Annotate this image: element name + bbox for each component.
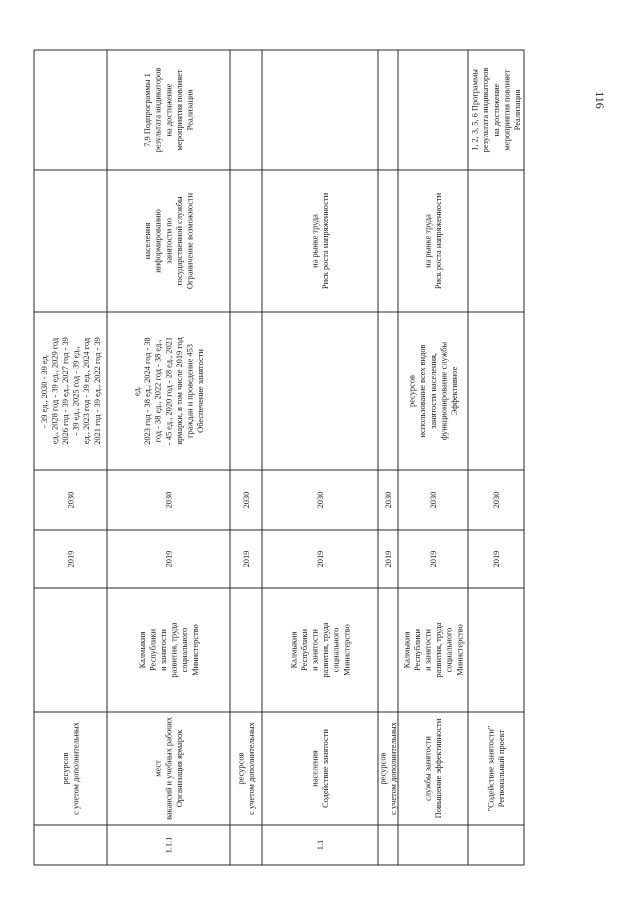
cell-line: Реализация [185, 89, 195, 131]
cell-line: социального [331, 627, 341, 673]
cell-num [316, 840, 325, 850]
cell-executor [402, 622, 464, 678]
cell-result [408, 341, 459, 440]
cell-line: населения [143, 222, 153, 260]
cell-line: год - 38 ед., 2022 год - 38 ед., [153, 339, 163, 443]
cell-line: 2019 [315, 550, 325, 568]
cell-line: с учетом дополнительных [71, 722, 81, 815]
cell-line: 2030 [315, 491, 325, 509]
cell-line: результата индикаторов [153, 67, 163, 153]
cell-name [487, 726, 507, 812]
cell-line: на рынке труда [423, 214, 433, 268]
cell-line: 7,9 Подпрограммы 1 [143, 73, 153, 147]
cell-result [133, 337, 206, 446]
cell-end [242, 492, 251, 509]
cell-line: 2030 [428, 491, 438, 509]
cell-line: 2030 [66, 491, 76, 509]
cell-name [154, 716, 184, 820]
cell-line: и занятости [310, 629, 320, 671]
cell-line: Обеспечение занятости [196, 349, 206, 433]
cell-line: Повышение эффективности [434, 718, 444, 819]
cell-line: занятости по [164, 218, 174, 264]
cell-line: - 45 ед., 2020 год - 28 ед., 2021 [164, 336, 174, 446]
cell-line: развития, труда [321, 622, 331, 678]
cell-end [384, 492, 393, 509]
cell-line: 1.1.1 [164, 836, 174, 854]
cell-line: Министерство [190, 624, 200, 676]
cell-name [311, 729, 331, 808]
cell-line: Содействие занятости [321, 729, 331, 808]
cell-risk [143, 192, 194, 289]
cell-line: вакансий и учебных рабочих [164, 717, 174, 820]
cell-line: с учетом дополнительных [389, 722, 399, 815]
cell-start [66, 551, 75, 568]
cell-risk [311, 192, 331, 289]
cell-line: Ограничение возможности [185, 192, 195, 290]
cell-line: информированию [153, 209, 163, 273]
cell-line: мероприятия повлияет [502, 69, 512, 151]
cell-risk [424, 192, 444, 289]
cell-line: результата индикаторов [481, 67, 491, 153]
cell-executor [138, 622, 200, 678]
cell-start [429, 551, 438, 568]
cell-line: Калмыкия [289, 631, 299, 669]
cell-end [492, 492, 501, 509]
cell-line: 2026 год - 39 ед., 2027 год - 39 [61, 337, 70, 445]
cell-result [40, 337, 102, 445]
cell-line: использование всех видов [418, 344, 428, 438]
cell-end [164, 492, 173, 509]
cell-line: мест [153, 760, 163, 777]
cell-line: ед. [132, 386, 142, 396]
cell-line: Калмыкия [402, 631, 412, 669]
cell-line: на рынке труда [310, 214, 320, 268]
cell-line: развития, труда [169, 622, 179, 678]
cell-line: 2019 [383, 550, 393, 568]
table-grid [34, 50, 524, 865]
cell-line: граждан и проведение 453 [185, 344, 195, 438]
cell-start [316, 551, 325, 568]
cell-line: ресурсов [236, 752, 246, 785]
cell-line: и занятости [423, 629, 433, 671]
cell-name [237, 721, 257, 815]
cell-line: 2030 [241, 491, 251, 509]
cell-line: занятости населения, [428, 353, 438, 429]
cell-start [242, 551, 251, 568]
cell-line: 2030 [164, 491, 174, 509]
cell-line: 2019 [66, 550, 76, 568]
cell-line: Риск роста напряженности [321, 192, 331, 290]
cell-line: социального [444, 627, 454, 673]
cell-line: населения [310, 750, 320, 787]
table-content [40, 68, 522, 854]
cell-line: Организация ярмарок [174, 729, 184, 808]
cell-line: 2019 [241, 550, 251, 568]
cell-line: ресурсов [407, 375, 417, 407]
cell-line: ярмарки, в том числе 2019 год [174, 337, 184, 445]
cell-start [384, 551, 393, 568]
cell-line: ресурсов [378, 752, 388, 785]
cell-line: 1.1 [315, 839, 325, 851]
cell-line: ед., 2028 год - 39 ед., 2029 год [50, 337, 60, 445]
cell-line: службы занятости [423, 736, 433, 801]
cell-name [424, 718, 444, 818]
cell-line: ресурсов [61, 752, 70, 785]
cell-connection [143, 68, 194, 153]
cell-line: Региональный проект [497, 729, 507, 808]
cell-line: на достижение [164, 83, 174, 137]
cell-connection [471, 68, 522, 153]
cell-start [164, 551, 173, 568]
cell-line: Эффективное [450, 366, 459, 416]
cell-line: социального [180, 627, 190, 673]
cell-line: 2019 [428, 550, 438, 568]
cell-line: Риск роста напряженности [434, 192, 444, 290]
cell-line: Калмыкия [137, 631, 147, 669]
cell-line: мероприятия повлияет [174, 69, 184, 151]
cell-line: развития, труда [434, 622, 444, 678]
page-number: 116 [593, 91, 607, 109]
cell-name [61, 721, 81, 815]
cell-start [492, 551, 501, 568]
cell-line: государственной службы [174, 196, 184, 286]
cell-line: "Содействие занятости" [486, 725, 496, 812]
cell-line: 2030 [491, 491, 501, 509]
cell-executor [289, 622, 351, 678]
cell-end [66, 492, 75, 509]
cell-line: Республики [148, 628, 158, 672]
cell-line: Республики [299, 628, 309, 672]
cell-line: функционирование службы [439, 341, 449, 441]
cell-line: на достижение [491, 83, 501, 137]
cell-end [429, 492, 438, 509]
cell-end [316, 492, 325, 509]
cell-line: 2019 [164, 550, 174, 568]
cell-line: с учетом дополнительных [247, 722, 257, 815]
cell-line: - 39 ед., 2025 год - 39 ед., [71, 346, 81, 436]
cell-line: Реализация [513, 89, 522, 131]
cell-line: - 39 ед., 2030 - 39 ед. [39, 354, 49, 428]
cell-line: 1, 2, 3, 5, 6 Программы [470, 69, 480, 151]
cell-line: Министерство [455, 624, 465, 676]
cell-line: 2021 год - 39 ед., 2022 год - 39 [92, 337, 102, 445]
cell-line: и занятости [159, 629, 168, 671]
cell-line: Республики [412, 628, 422, 672]
cell-line: Министерство [342, 624, 352, 676]
cell-line: 2019 [491, 550, 501, 568]
cell-num [164, 837, 173, 854]
cell-line: 2023 год - 38 ед., 2024 год - 38 [143, 337, 153, 445]
cell-name [379, 721, 399, 815]
cell-line: 2030 [383, 491, 393, 509]
cell-line: ед., 2023 год - 39 ед., 2024 год [82, 337, 92, 445]
